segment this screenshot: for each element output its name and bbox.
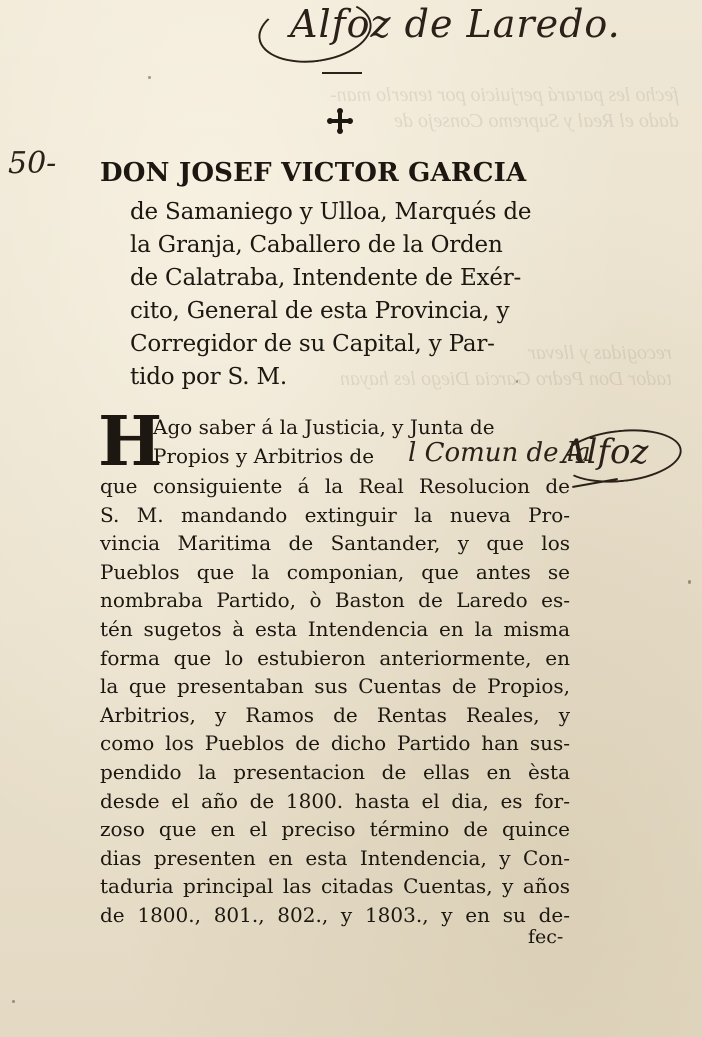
body-line: taduria principal las citadas Cuentas, y años bbox=[100, 874, 570, 899]
document-heading: DON JOSEF VICTOR GARCIA bbox=[100, 158, 527, 188]
title-line: de Calatraba, Intendente de Exér- bbox=[130, 265, 522, 291]
title-line: cito, General de esta Provincia, y bbox=[130, 298, 510, 324]
title-line: la Granja, Caballero de la Orden bbox=[130, 232, 503, 258]
body-line: vincia Maritima de Santander, y que los bbox=[100, 531, 570, 556]
paper-speck bbox=[688, 580, 691, 584]
body-line: de 1800., 801., 802., y 1803., y en su de- bbox=[100, 902, 570, 927]
paper-speck bbox=[12, 1000, 15, 1003]
bleed-through: recogidas y llevar tador Don Pedro Garcia Diego les hayan bbox=[340, 342, 672, 390]
drop-capital: H bbox=[98, 402, 163, 482]
handwritten-inline-insertion: l Comun de la bbox=[408, 438, 591, 468]
bleed-through: fecho les parará perjuicio por tenerlo man- dado el Real y Supremo Consejo de bbox=[330, 84, 679, 132]
cross-ornament-icon bbox=[327, 108, 353, 134]
paper-speck bbox=[516, 380, 518, 383]
body-line: forma que lo estubieron anteriormente, en bbox=[100, 645, 570, 670]
body-line: nombraba Partido, ò Baston de Laredo es- bbox=[100, 588, 570, 613]
body-line: desde el año de 1800. hasta el dia, es for- bbox=[100, 788, 570, 813]
body-line: Pueblos que la componian, que antes se bbox=[100, 559, 570, 584]
annotation-underline bbox=[322, 72, 362, 74]
body-line: Propios y Arbitrios de bbox=[153, 444, 375, 468]
handwritten-title: Alfoz de Laredo. bbox=[290, 2, 621, 46]
body-line: que consiguiente á la Real Resolucion de bbox=[100, 474, 570, 498]
title-line: Corregidor de su Capital, y Par- bbox=[130, 331, 495, 357]
body-line: S. M. mandando extinguir la nueva Pro- bbox=[100, 502, 570, 527]
handwritten-margin-number: 50- bbox=[8, 146, 57, 181]
title-line: tido por S. M. bbox=[130, 364, 287, 390]
body-line: pendido la presentacion de ellas en èsta bbox=[100, 759, 570, 784]
paper-speck bbox=[148, 76, 151, 79]
catchword: fec- bbox=[528, 926, 564, 948]
body-line: Arbitrios, y Ramos de Rentas Reales, y bbox=[100, 702, 570, 727]
body-line: zoso que en el preciso término de quince bbox=[100, 817, 570, 842]
body-line: la que presentaban sus Cuentas de Propios, bbox=[100, 674, 570, 699]
body-line: tén sugetos à esta Intendencia en la misma bbox=[100, 616, 570, 641]
bleed-through bbox=[440, 940, 490, 992]
handwritten-right-annotation: Alfoz bbox=[562, 432, 649, 472]
body-text bbox=[100, 472, 570, 930]
body-opening bbox=[153, 413, 495, 471]
title-block bbox=[130, 196, 531, 394]
title-line: de Samaniego y Ulloa, Marqués de bbox=[130, 199, 532, 225]
body-line: dias presenten en esta Intendencia, y Con- bbox=[100, 845, 570, 870]
body-line: como los Pueblos de dicho Partido han sus- bbox=[100, 731, 570, 756]
body-line: Ago saber á la Justicia, y Junta de bbox=[153, 415, 495, 439]
